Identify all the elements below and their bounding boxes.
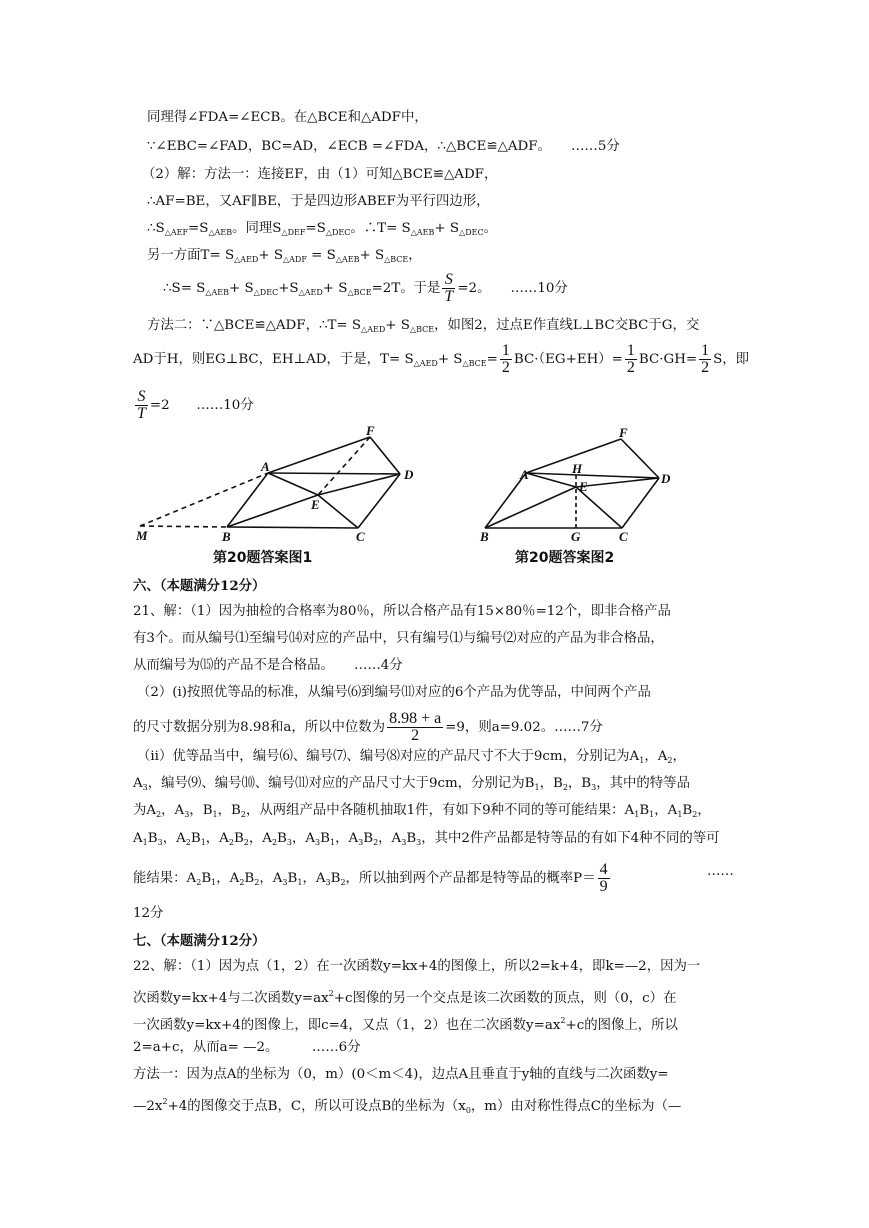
point-label-h: H	[572, 461, 583, 476]
section-heading: 七、（本题满分12分）	[133, 933, 266, 949]
fraction-half: $\frac{1}{2}$	[501, 342, 510, 376]
text-line: 方法二：∵△BCE≌△ADF，∴T= $S_{\triangle AED}+ S_{\triangle BCE}$，如图2，过点E作直线L⊥BC交BC于G，交	[147, 318, 700, 334]
fraction-median: $\frac{8.98 + a}{2}$	[389, 710, 442, 744]
point-label-c: C	[619, 529, 628, 544]
text-line: $A_1B_3$，$A_2B_1$，$A_2B_2$，$A_2B_3$，$A_3B_1$，$A_3B_2$，$A_3B_3$，其中2件产品都是特等品的有如下4种不同的等可	[133, 831, 720, 847]
text-line: 2=a+c，从而a= —2。 ……6分	[133, 1040, 361, 1055]
point-label-a: A	[520, 467, 529, 482]
text-line: $A_3$，编号⑼、编号⑽、编号⑾对应的产品尺寸大于9cm，分别记为$B_1$，$B_2$，$B_3$，其中的特等品	[133, 776, 690, 792]
figure-2-diagram	[475, 425, 685, 545]
text-line: ∵∠EBC=∠FAD，BC=AD，∠ECB =∠FDA，∴△BCE≌△ADF。 ……5分	[147, 139, 620, 154]
figure-1-diagram	[130, 425, 440, 545]
point-label-m: M	[136, 528, 148, 543]
text-line: ……	[707, 864, 734, 879]
section-heading: 六、（本题满分12分）	[133, 578, 266, 594]
text-line: $\therefore S_{\triangle AEF}=S_{\triangle AEB}$。同理$S_{\triangle DEF}=S_{\triangle DEC}$。∴T= $S_{\triangle AEB}+ S_{\triangle DEC}$。	[147, 221, 497, 237]
point-label-b: B	[222, 529, 231, 544]
figure-2	[475, 425, 685, 545]
text-line: 的尺寸数据分别为8.98和a，所以中位数为 $\frac{8.98 + a}{2}$ =9，则a=9.02。……7分	[133, 710, 603, 744]
point-label-c: C	[356, 529, 365, 544]
point-label-b: B	[480, 529, 489, 544]
figure-2-caption: 第20题答案图2	[515, 550, 615, 566]
text-line: 能结果：$A_2B_1$，$A_2B_2$，$A_3B_1$，$A_3B_2$，所以抽到两个产品都是特等品的概率P＝ $\frac{4}{9}$	[133, 861, 608, 895]
text-line: （2）解：方法一：连接EF，由（1）可知△BCE≌△ADF，	[142, 167, 498, 182]
fraction-s-over-t: $\frac{S}{T}$	[444, 271, 454, 305]
text-line: 另一方面$T= S_{\triangle AED}+ S_{\triangle ADF} = S_{\triangle AEB}+ S_{\triangle BCE}$，	[147, 248, 422, 264]
point-label-e: E	[579, 479, 588, 494]
point-label-f: F	[619, 425, 628, 440]
text-line: 22、解：（1）因为点（1，2）在一次函数y=kx+4的图像上，所以2=k+4，即k=—2，因为一	[133, 959, 701, 974]
text-line: 从而编号为⒂的产品不是合格品。 ……4分	[133, 658, 403, 673]
text-line: 次函数y=kx+4与二次函数$y=ax^2+c$图像的另一个交点是该二次函数的顶点，则（0，c）在	[133, 989, 677, 1006]
point-label-d: D	[404, 467, 414, 482]
text-line: 12分	[133, 906, 164, 921]
figure-1	[130, 425, 440, 545]
fraction-half: $\frac{1}{2}$	[701, 342, 710, 376]
point-label-a: A	[261, 459, 270, 474]
fraction-half: $\frac{1}{2}$	[626, 342, 635, 376]
text-line: ∴AF=BE，又AF∥BE，于是四边形ABEF为平行四边形，	[147, 194, 490, 209]
text-line: AD于H，则EG⊥BC，EH⊥AD，于是，$T= S_{\triangle AED}+ S_{\triangle BCE}=$ $\frac{1}{2}$ BC·（EG+EH）= $\frac{1}{2}$ BC·GH= $\frac{1}{2}$ S，即	[133, 342, 750, 376]
text-line: 一次函数y=kx+4的图像上，即c=4，又点（1，2）也在二次函数$y=ax^2+c$的图像上，所以	[133, 1016, 678, 1033]
text-line: 有3个。而从编号⑴至编号⒁对应的产品中，只有编号⑴与编号⑵对应的产品为非合格品，	[133, 631, 664, 646]
figure-1-caption: 第20题答案图1	[213, 550, 313, 566]
text-line: （2）(ⅰ)按照优等品的标准，从编号⑹到编号⑾对应的6个产品为优等品，中间两个产品	[137, 685, 651, 700]
point-label-e: E	[311, 497, 320, 512]
text-line: （ⅱ）优等品当中，编号⑹、编号⑺、编号⑻对应的产品尺寸不大于9cm，分别记为$A_1$，$A_2$，	[137, 749, 686, 765]
point-label-g: G	[571, 529, 581, 544]
text-line: 为$A_2$，$A_3$，$B_1$，$B_2$，从两组产品中各随机抽取1件，有如下9种不同的等可能结果：$A_1B_1$，$A_1B_2$，	[133, 803, 711, 819]
text-line: $—2x^2+4$的图像交于点B，C，所以可设点B的坐标为（$x_0$，m）由对称性得点C的坐标为（—	[133, 1097, 682, 1115]
fraction-probability: $\frac{4}{9}$	[599, 861, 608, 895]
text-line: 同理得∠FDA=∠ECB。在△BCE和△ADF中，	[147, 110, 428, 125]
text-line: 方法一：因为点A的坐标为（0，m）(0＜m＜4)，边点A且垂直于y轴的直线与二次函数y=	[133, 1067, 669, 1082]
fraction-s-over-t: $\frac{S}{T}$	[137, 388, 146, 422]
text-line: 21、解：（1）因为抽检的合格率为80％，所以合格产品有15×80％=12个，即非合格产品	[133, 604, 671, 619]
text-line: $\frac{S}{T}$ =2 ……10分	[137, 388, 254, 422]
text-line: ∴S= $S_{\triangle AEB}+ S_{\triangle DEC}+S_{\triangle AED}+ S_{\triangle BCE}=2T$。于是 $\frac{S}{T}$ =2。 ……10分	[163, 271, 568, 305]
point-label-f: F	[366, 425, 375, 438]
point-label-d: D	[661, 471, 671, 486]
